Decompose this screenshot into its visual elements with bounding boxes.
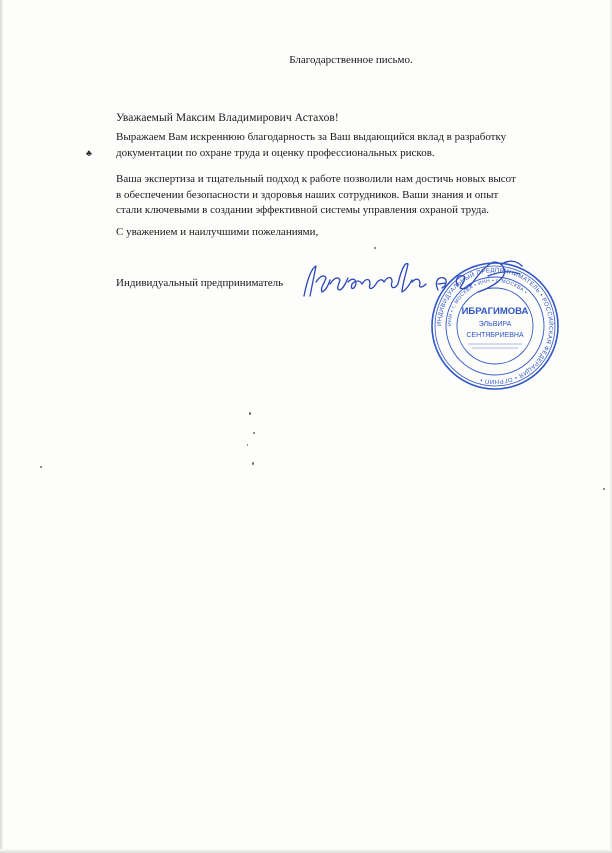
svg-text:ИНДИВИДУАЛЬНЫЙ ПРЕДПРИНИМАТЕЛЬ: ИНДИВИДУАЛЬНЫЙ ПРЕДПРИНИМАТЕЛЬ • РОССИЙСКАЯ ФЕДЕРАЦИЯ • ОГРНИП • — [436, 267, 554, 385]
seal-name-line-1: ИБРАГИМОВА — [461, 306, 529, 317]
letter-title: Благодарственное письмо. — [289, 54, 413, 66]
svg-text:ИНН • г. МОСКВА • ИНН • г. МОС: ИНН • г. МОСКВА • ИНН • г. МОСКВА • — [446, 277, 529, 327]
signatory-title: Индивидуальный предприниматель — [116, 277, 284, 289]
seal-name-line-3: СЕНТЯБРИЕВНА — [466, 332, 524, 339]
scan-edge-left — [0, 0, 3, 853]
seal-name-line-2: ЭЛЬВИРА — [478, 321, 512, 328]
club-mark-icon: ♣ — [86, 148, 92, 158]
scan-speck — [603, 488, 605, 490]
scan-speck — [249, 412, 251, 415]
round-seal-stamp — [428, 260, 562, 392]
scan-speck — [374, 247, 376, 249]
scan-speck — [40, 466, 42, 468]
letter-closing: С уважением и наилучшими пожеланиями, — [116, 226, 319, 238]
scan-speck — [252, 462, 254, 465]
scan-edge-bottom — [0, 849, 612, 853]
scan-speck — [247, 444, 248, 446]
letter-paragraph-1: Выражаем Вам искреннюю благодарность за Ваш выдающийся вклад в разработку документации по охране труда и оценку профессиональных рисков. — [116, 131, 507, 159]
letter-paragraph-2: Ваша экспертиза и тщательный подход к работе позволили нам достичь новых высот в обеспечении безопасности и здоровья наших сотрудников. Ваши знания и опыт стали ключевыми в создании эффективной системы управления охраной труда. — [116, 173, 516, 216]
scan-speck — [253, 432, 255, 434]
letter-greeting: Уважаемый Максим Владимирович Астахов! — [116, 112, 339, 124]
